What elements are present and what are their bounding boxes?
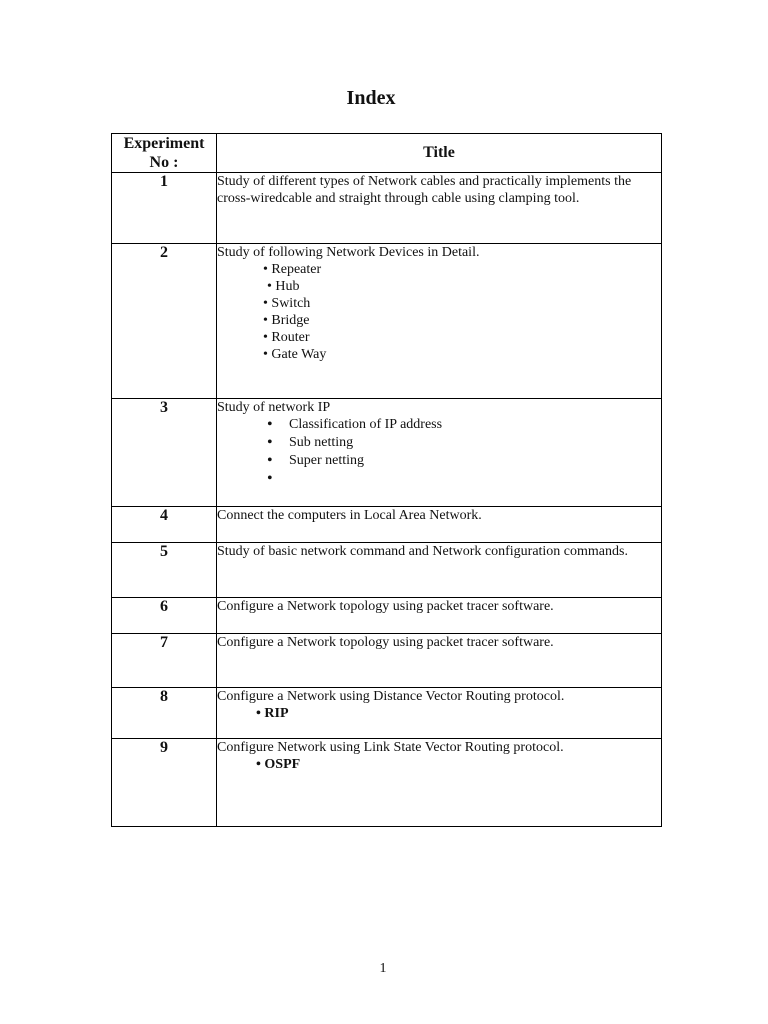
table-row (112, 634, 662, 688)
experiment-number: 3 (112, 399, 217, 507)
list-item: • Classification of IP address (267, 416, 661, 434)
experiment-title: Connect the computers in Local Area Network. (217, 508, 482, 523)
list-item: • RIP (256, 706, 289, 721)
experiment-number: 4 (112, 507, 217, 543)
index-table (111, 133, 662, 827)
table-row (112, 598, 662, 634)
experiment-number: 9 (112, 739, 217, 827)
list-item: • Sub netting (267, 434, 661, 452)
table-row (112, 399, 662, 507)
experiment-title: Study of different types of Network cables and practically implements the cross-wiredcable and straight through cable using clamping tool. (217, 174, 632, 206)
list-item: • Bridge (263, 313, 310, 328)
experiment-title: Study of following Network Devices in Detail. (217, 245, 480, 260)
experiment-number: 1 (112, 173, 217, 244)
experiment-title: Configure a Network topology using packet tracer software. (217, 599, 554, 614)
experiment-title: Configure Network using Link State Vector Routing protocol. (217, 740, 564, 755)
experiment-title: Configure a Network topology using packet tracer software. (217, 635, 554, 650)
experiment-title: Study of basic network command and Network configuration commands. (217, 544, 628, 559)
table-row (112, 244, 662, 399)
table-row (112, 739, 662, 827)
header-experiment-no: Experiment No : (112, 134, 217, 173)
list-item: • OSPF (256, 757, 301, 772)
page-number: 1 (379, 961, 387, 976)
list-item: • Super netting (267, 452, 661, 470)
list-item: • Repeater (263, 262, 322, 277)
experiment-title: Study of network IP (217, 400, 331, 415)
table-row (112, 543, 662, 598)
table-row (112, 688, 662, 739)
experiment-number: 7 (112, 634, 217, 688)
experiment-number: 2 (112, 244, 217, 399)
experiment-number: 8 (112, 688, 217, 739)
list-item: • Hub (267, 279, 300, 294)
page-title: Index (346, 87, 396, 109)
experiment-title: Configure a Network using Distance Vector Routing protocol. (217, 689, 565, 704)
bullet-list (217, 416, 661, 470)
experiment-number: 5 (112, 543, 217, 598)
list-item: • Router (263, 330, 310, 345)
table-row (112, 173, 662, 244)
list-item: • Switch (263, 296, 311, 311)
table-row (112, 507, 662, 543)
table-header-row (112, 134, 662, 173)
header-title: Title (217, 134, 662, 173)
list-item: • Gate Way (263, 347, 327, 362)
experiment-number: 6 (112, 598, 217, 634)
